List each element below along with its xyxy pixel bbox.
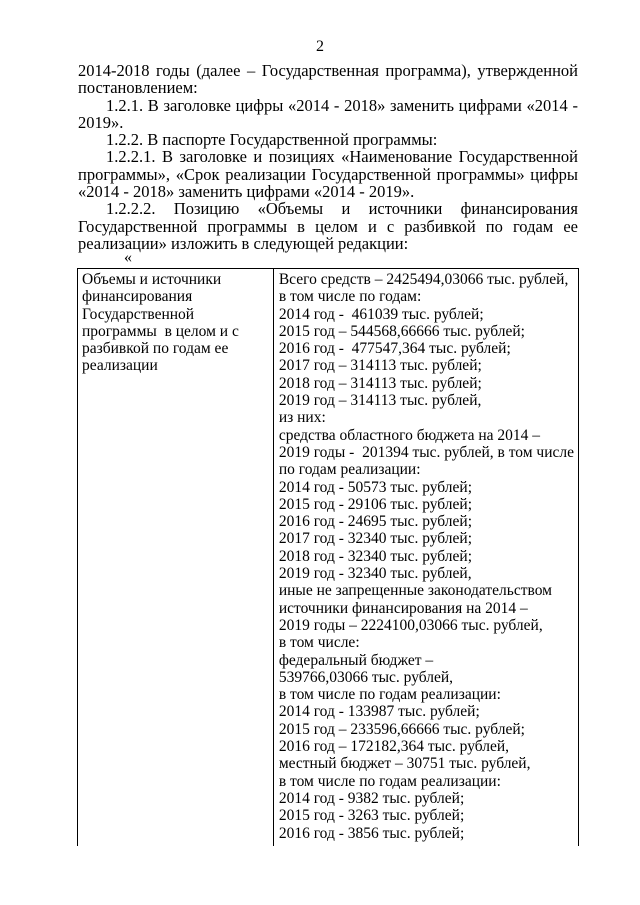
value-line: 2016 год - 477547,364 тыс. рублей; [278, 340, 511, 358]
paragraph-1-2-2-2-word: и [341, 199, 351, 219]
funding-table [77, 268, 579, 846]
value-line: 2019 год – 314113 тыс. рублей, [278, 392, 482, 410]
value-line: 2017 год – 314113 тыс. рублей; [278, 357, 482, 375]
label-line: реализации [82, 357, 158, 375]
paragraph-1-2-2-2-word: источники [368, 199, 443, 219]
value-line: местный бюджет – 30751 тыс. рублей, [278, 755, 531, 773]
paragraph-1-2-2-2-word: финансирования [460, 199, 578, 219]
label-line: разбивкой по годам ее [82, 340, 229, 358]
value-line: 539766,03066 тыс. рублей, [278, 668, 454, 686]
label-line: Государственной [82, 305, 195, 323]
value-line: источники финансирования на 2014 – [278, 599, 528, 617]
value-line: средства областного бюджета на 2014 – [278, 426, 541, 444]
funding-table-label-cell [78, 269, 274, 846]
value-line: 2014 год - 461039 тыс. рублей; [278, 305, 484, 323]
value-line: 2016 год - 3856 тыс. рублей; [278, 824, 465, 842]
value-line: в том числе по годам реализации: [278, 686, 501, 704]
label-line: Объемы и источники [82, 271, 222, 288]
value-line: 2015 год – 233596,66666 тыс. рублей; [278, 720, 525, 738]
value-line: в том числе по годам: [278, 288, 422, 306]
value-line: 2015 год - 3263 тыс. рублей; [278, 807, 465, 825]
value-line: 2014 год - 133987 тыс. рублей; [278, 703, 480, 721]
value-line: 2014 год - 9382 тыс. рублей; [278, 789, 465, 807]
value-line: Всего средств – 2425494,03066 тыс. рублей, [278, 271, 569, 288]
value-line: федеральный бюджет – [278, 651, 434, 669]
document-body [78, 62, 578, 252]
value-line: 2019 год - 32340 тыс. рублей, [278, 565, 472, 583]
value-line: иные не запрещенные законодательством [278, 582, 552, 600]
value-line: по годам реализации: [278, 461, 421, 479]
value-line: 2019 годы – 2224100,03066 тыс. рублей, [278, 616, 543, 634]
paragraph-1-2-2: 1.2.2. В паспорте Государственной программы: [106, 130, 438, 150]
value-line: 2016 год - 24695 тыс. рублей; [278, 513, 473, 531]
paragraph-1-2-1: 1.2.1. В заголовке цифры «2014 - 2018» заменить цифрами «2014 - 2019». [78, 95, 578, 132]
paragraph-1-2-2-2-word: 1.2.2.2. [106, 199, 156, 219]
value-line: 2014 год - 50573 тыс. рублей; [278, 478, 473, 496]
value-line: из них: [278, 409, 326, 427]
funding-table-value-cell [274, 269, 578, 846]
paragraph-1-2-2-2-word: Позицию [173, 199, 240, 219]
opening-quote: « [124, 249, 132, 266]
intro-line-2: постановлением: [78, 78, 198, 98]
value-line: 2016 год – 172182,364 тыс. рублей, [278, 738, 510, 756]
paragraph-1-2-2-2-word: «Объемы [257, 199, 324, 219]
paragraph-1-2-2-1: 1.2.2.1. В заголовке и позициях «Наименование Государственной программы», «Срок реализации Государственной программы» цифры «2014 - 2018» заменить цифрами «2014 - 2019». [78, 147, 578, 202]
intro-line-1: 2014-2018 годы (далее – Государственная программа), утвержденной [78, 61, 578, 80]
value-line: в том числе по годам реализации: [278, 772, 501, 790]
value-line: 2019 годы - 201394 тыс. рублей, в том числе [278, 443, 574, 461]
value-line: 2015 год – 544568,66666 тыс. рублей; [278, 322, 525, 340]
value-line: в том числе: [278, 634, 360, 652]
label-line: программы в целом и с [82, 322, 239, 340]
value-line: 2017 год - 32340 тыс. рублей; [278, 530, 473, 548]
value-line: 2015 год - 29106 тыс. рублей; [278, 495, 473, 513]
value-line: 2018 год - 32340 тыс. рублей; [278, 547, 473, 565]
paragraph-1-2-2-2-head [78, 200, 578, 217]
value-line: 2018 год – 314113 тыс. рублей; [278, 374, 482, 392]
paragraph-1-2-2-2-rest: Государственной программы в целом и с разбивкой по годам ее реализации» изложить в следующей редакции: [78, 216, 578, 253]
label-line: финансирования [82, 288, 193, 306]
page-number: 2 [316, 38, 324, 55]
